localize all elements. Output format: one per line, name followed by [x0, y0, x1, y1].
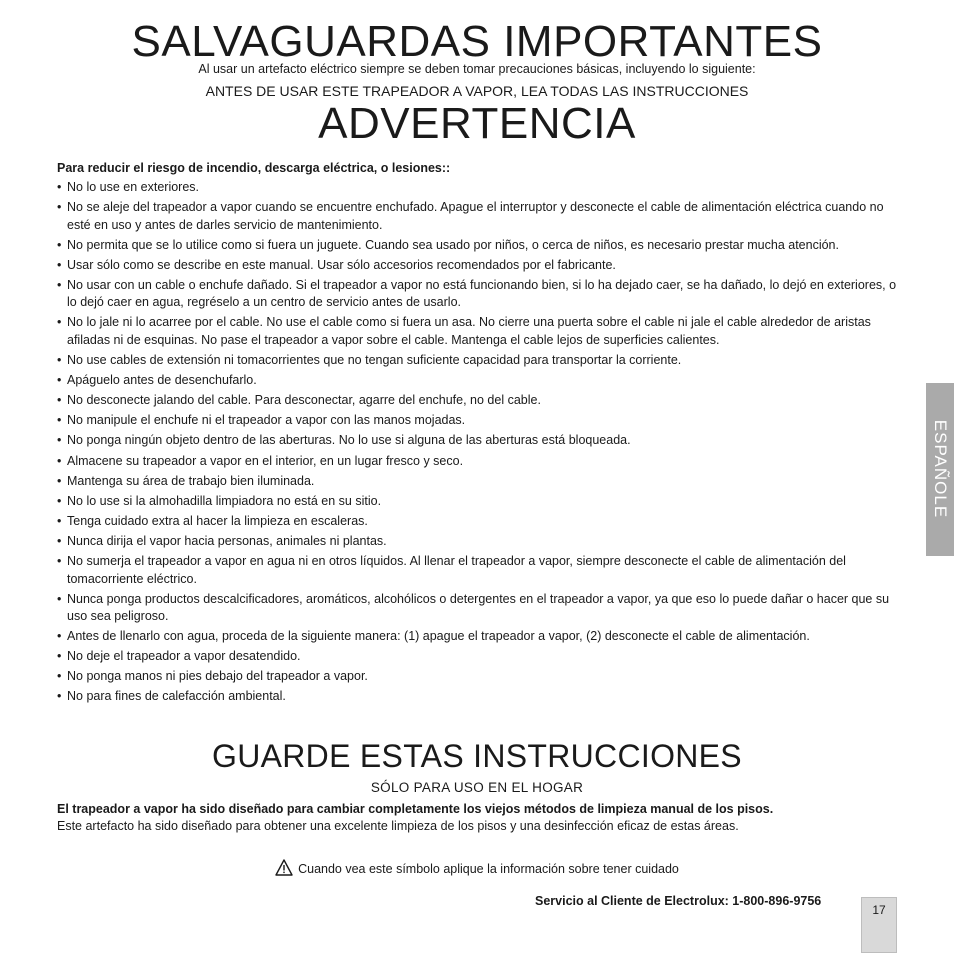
safety-rule: • Tenga cuidado extra al hacer la limpieza en escaleras.: [57, 513, 899, 531]
safety-rule: • No deje el trapeador a vapor desatendido.: [57, 648, 899, 666]
safety-rules-list: [57, 179, 899, 709]
safety-rule: • Antes de llenarlo con agua, proceda de la siguiente manera: (1) apague el trapeador a vapor, (2) desconecte el cable de alimentación.: [57, 628, 899, 646]
safety-rule: • No manipule el enchufe ni el trapeador a vapor con las manos mojadas.: [57, 412, 899, 430]
safety-rule: • No permita que se lo utilice como si fuera un juguete. Cuando sea usado por niños, o cerca de niños, es necesario prestar mucha atención.: [57, 237, 899, 255]
safety-rule: • Apáguelo antes de desenchufarlo.: [57, 372, 899, 390]
safety-rule: • No para fines de calefacción ambiental.: [57, 688, 899, 706]
page-number-box: [861, 897, 897, 953]
safety-rule: • No sumerja el trapeador a vapor en agua ni en otros líquidos. Al llenar el trapeador a vapor, siempre desconecte el cable de alimentación del tomacorriente eléctrico.: [57, 553, 899, 588]
safety-rule: • No ponga manos ni pies debajo del trapeador a vapor.: [57, 668, 899, 686]
safety-rule: • Nunca dirija el vapor hacia personas, animales ni plantas.: [57, 533, 899, 551]
safety-rule: • Mantenga su área de trabajo bien iluminada.: [57, 473, 899, 491]
safety-rule: • Nunca ponga productos descalcificadores, aromáticos, alcohólicos o detergentes en el trapeador a vapor, ya que eso lo puede dañar o hacer que su uso sea peligroso.: [57, 591, 899, 626]
risk-heading: Para reducir el riesgo de incendio, descarga eléctrica, o lesiones::: [57, 161, 451, 175]
intro-text: Al usar un artefacto eléctrico siempre se deben tomar precauciones básicas, incluyendo lo siguiente:: [198, 62, 756, 76]
safety-rule: • No use cables de extensión ni tomacorrientes que no tengan suficiente capacidad para transportar la corriente.: [57, 352, 899, 370]
before-use-notice: ANTES DE USAR ESTE TRAPEADOR A VAPOR, LEA TODAS LAS INSTRUCCIONES: [205, 83, 749, 99]
safety-rule: • No ponga ningún objeto dentro de las aberturas. No lo use si alguna de las aberturas está bloqueada.: [57, 432, 899, 450]
caution-text: Cuando vea este símbolo aplique la información sobre tener cuidado: [298, 862, 679, 876]
design-statement: Este artefacto ha sido diseñado para obtener una excelente limpieza de los pisos y una desinfección eficaz de estas áreas.: [57, 819, 739, 833]
warning-triangle-icon: [275, 859, 293, 876]
caution-note: [0, 859, 954, 878]
language-tab: [926, 383, 954, 556]
customer-service-line: Servicio al Cliente de Electrolux: 1-800-896-9756: [535, 894, 822, 908]
design-statement-bold: El trapeador a vapor ha sido diseñado para cambiar completamente los viejos métodos de limpieza manual de los pisos.: [57, 802, 774, 816]
language-tab-label: ESPAÑOLE: [931, 419, 950, 519]
main-title: SALVAGUARDAS IMPORTANTES: [131, 17, 823, 66]
safety-rule: • No lo use en exteriores.: [57, 179, 899, 197]
safety-rule: • Almacene su trapeador a vapor en el interior, en un lugar fresco y seco.: [57, 453, 899, 471]
safety-rule: • Usar sólo como se describe en este manual. Usar sólo accesorios recomendados por el fabricante.: [57, 257, 899, 275]
page-number: 17: [872, 903, 886, 917]
warning-title: ADVERTENCIA: [318, 99, 636, 148]
safety-rule: • No lo jale ni lo acarree por el cable. No use el cable como si fuera un asa. No cierre una puerta sobre el cable ni jale el cable alrededor de aristas afiladas ni de esquinas. No pase el trapeador a vapor sobre el cable. Mantenga el cable lejos de superficies calientes.: [57, 314, 899, 349]
safety-rule: • No lo use si la almohadilla limpiadora no está en su sitio.: [57, 493, 899, 511]
safety-rule: • No desconecte jalando del cable. Para desconectar, agarre del enchufe, no del cable.: [57, 392, 899, 410]
save-instructions-title: GUARDE ESTAS INSTRUCCIONES: [212, 738, 742, 774]
home-use-only-label: SÓLO PARA USO EN EL HOGAR: [370, 780, 584, 795]
safety-rule: • No se aleje del trapeador a vapor cuando se encuentre enchufado. Apague el interruptor y desconecte el cable de alimentación eléctrica cuando no esté en uso y antes de darles servicio de mantenimiento.: [57, 199, 899, 234]
safety-rule: • No usar con un cable o enchufe dañado. Si el trapeador a vapor no está funcionando bien, si lo ha dejado caer, se ha dañado, lo dejó en exteriores, o lo dejó caer en agua, regréselo a un centro de servicio antes de usarlo.: [57, 277, 899, 312]
